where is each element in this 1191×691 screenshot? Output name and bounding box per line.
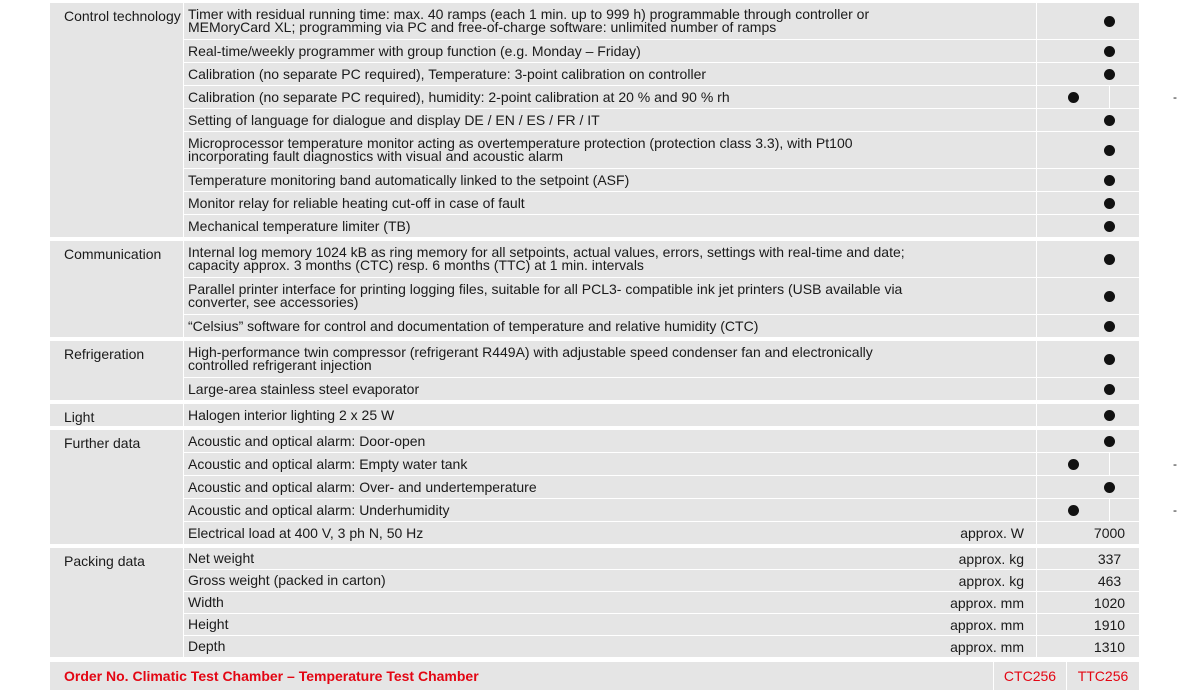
spec-sections	[50, 3, 1177, 657]
spec-description: Acoustic and optical alarm: Underhumidity	[183, 499, 909, 521]
spec-description: Height	[183, 614, 909, 635]
spec-unit	[909, 192, 1036, 214]
spec-description: Acoustic and optical alarm: Over- and undertemperature	[183, 476, 909, 498]
spec-unit: approx. kg	[958, 572, 1024, 589]
included-dot-icon	[1104, 254, 1115, 265]
spec-description: Large-area stainless steel evaporator	[183, 378, 909, 400]
section-category: Further data	[64, 435, 141, 451]
spec-row	[183, 278, 1182, 315]
spec-value	[1036, 430, 1182, 452]
spec-row	[183, 169, 1182, 192]
spec-value	[1036, 3, 1182, 39]
value-ttc: -	[1109, 86, 1181, 108]
spec-unit	[909, 3, 1036, 39]
spec-unit: approx. mm	[950, 594, 1024, 611]
spec-unit	[909, 430, 1036, 452]
spec-row	[183, 404, 1182, 426]
included-dot-icon	[1104, 16, 1115, 27]
spec-value: 7000	[1036, 522, 1182, 544]
spec-description: Timer with residual running time: max. 40 ramps (each 1 min. up to 999 h) programmable through controller or MEMoryCard XL; programming via PC and free-of-charge software: unlimited number of ramps	[183, 3, 909, 39]
spec-unit	[909, 109, 1036, 131]
value-ctc	[1037, 86, 1109, 108]
spec-description: Calibration (no separate PC required), humidity: 2-point calibration at 20 % and 90 % rh	[183, 86, 909, 108]
spec-unit	[909, 132, 1036, 168]
included-dot-icon	[1104, 291, 1115, 302]
spec-description: Microprocessor temperature monitor acting as overtemperature protection (protection class 3.3), with Pt100 incorporating fault diagnostics with visual and acoustic alarm	[183, 132, 909, 168]
spec-unit	[909, 63, 1036, 85]
spec-row	[183, 548, 1182, 570]
spec-unit	[909, 404, 1036, 426]
spec-value: 337	[1036, 548, 1182, 569]
spec-row	[183, 614, 1182, 636]
spec-unit	[909, 476, 1036, 498]
spec-value: 1310	[1036, 636, 1182, 657]
spec-unit: approx. kg	[958, 550, 1024, 567]
included-dot-icon	[1104, 221, 1115, 232]
spec-value: 463	[1036, 570, 1182, 591]
spec-value	[1036, 40, 1182, 62]
spec-row	[183, 63, 1182, 86]
value-ttc: -	[1109, 499, 1181, 521]
spec-value	[1036, 241, 1182, 277]
spec-description: Setting of language for dialogue and display DE / EN / ES / FR / IT	[183, 109, 909, 131]
spec-description: “Celsius” software for control and documentation of temperature and relative humidity (CTC)	[183, 315, 909, 337]
spec-row	[183, 378, 1182, 400]
spec-value	[1036, 453, 1182, 475]
spec-description: Gross weight (packed in carton)	[183, 570, 909, 591]
value-ctc	[1037, 499, 1109, 521]
spec-row	[183, 3, 1182, 40]
spec-description: High-performance twin compressor (refrigerant R449A) with adjustable speed condenser fan and electronically controlled refrigerant injection	[183, 341, 909, 377]
spec-description: Electrical load at 400 V, 3 ph N, 50 Hz	[183, 522, 909, 544]
spec-row	[183, 430, 1182, 453]
spec-section	[50, 430, 1177, 544]
order-label: Order No. Climatic Test Chamber – Temperature Test Chamber	[64, 668, 479, 684]
included-dot-icon	[1104, 354, 1115, 365]
included-dot-icon	[1104, 175, 1115, 186]
spec-value	[1036, 215, 1182, 237]
spec-value	[1036, 315, 1182, 337]
spec-description: Internal log memory 1024 kB as ring memory for all setpoints, actual values, errors, settings with real-time and date; capacity approx. 3 months (CTC) resp. 6 months (TTC) at 1 min. intervals	[183, 241, 909, 277]
spec-value: 1910	[1036, 614, 1182, 635]
included-dot-icon	[1104, 145, 1115, 156]
spec-section	[50, 548, 1139, 657]
spec-description: Depth	[183, 636, 909, 657]
spec-value	[1036, 109, 1182, 131]
spec-value	[1036, 278, 1182, 314]
included-dot-icon	[1104, 482, 1115, 493]
spec-value	[1036, 499, 1182, 521]
spec-value	[1036, 476, 1182, 498]
spec-unit	[909, 40, 1036, 62]
spec-unit: approx. mm	[950, 638, 1024, 655]
spec-description: Width	[183, 592, 909, 613]
included-dot-icon	[1104, 115, 1115, 126]
included-dot-icon	[1104, 69, 1115, 80]
spec-description: Acoustic and optical alarm: Empty water tank	[183, 453, 909, 475]
spec-row	[183, 522, 1182, 544]
spec-description: Halogen interior lighting 2 x 25 W	[183, 404, 909, 426]
spec-section	[50, 404, 1139, 426]
spec-unit	[909, 278, 1036, 314]
spec-row	[183, 570, 1182, 592]
spec-row	[183, 341, 1182, 378]
spec-row	[183, 315, 1182, 337]
included-dot-icon	[1068, 92, 1079, 103]
included-dot-icon	[1104, 46, 1115, 57]
included-dot-icon	[1104, 321, 1115, 332]
spec-unit: approx. mm	[950, 616, 1024, 633]
spec-value: 1020	[1036, 592, 1182, 613]
spec-unit	[909, 453, 1036, 475]
spec-section	[50, 341, 1139, 400]
spec-unit	[909, 378, 1036, 400]
spec-description: Temperature monitoring band automatically linked to the setpoint (ASF)	[183, 169, 909, 191]
spec-row	[183, 40, 1182, 63]
spec-unit	[909, 341, 1036, 377]
spec-section	[50, 3, 1177, 237]
spec-description: Real-time/weekly programmer with group function (e.g. Monday – Friday)	[183, 40, 909, 62]
spec-row	[183, 499, 1182, 522]
order-row	[50, 662, 1139, 690]
spec-value	[1036, 132, 1182, 168]
spec-description: Monitor relay for reliable heating cut-off in case of fault	[183, 192, 909, 214]
spec-row	[183, 592, 1182, 614]
spec-sheet	[50, 3, 1177, 690]
spec-value	[1036, 341, 1182, 377]
spec-description: Mechanical temperature limiter (TB)	[183, 215, 909, 237]
spec-value	[1036, 63, 1182, 85]
spec-section	[50, 241, 1139, 337]
spec-description: Calibration (no separate PC required), Temperature: 3-point calibration on controller	[183, 63, 909, 85]
spec-value	[1036, 86, 1182, 108]
spec-unit	[909, 315, 1036, 337]
spec-value	[1036, 404, 1182, 426]
spec-row	[183, 636, 1182, 657]
value-ttc: -	[1109, 453, 1181, 475]
spec-unit: approx. W	[960, 525, 1024, 541]
spec-row	[183, 86, 1182, 109]
spec-row	[183, 132, 1182, 169]
spec-row	[183, 109, 1182, 132]
included-dot-icon	[1104, 410, 1115, 421]
spec-unit	[909, 169, 1036, 191]
spec-row	[183, 215, 1182, 237]
order-model-ttc: TTC256	[1066, 662, 1139, 690]
spec-unit	[909, 499, 1036, 521]
spec-value	[1036, 169, 1182, 191]
included-dot-icon	[1068, 505, 1079, 516]
spec-row	[183, 453, 1182, 476]
spec-description: Parallel printer interface for printing logging files, suitable for all PCL3- compatible ink jet printers (USB available via converter, see accessories)	[183, 278, 909, 314]
section-category: Refrigeration	[64, 346, 145, 362]
spec-value	[1036, 378, 1182, 400]
spec-unit	[909, 241, 1036, 277]
included-dot-icon	[1068, 459, 1079, 470]
spec-row	[183, 476, 1182, 499]
order-model-ctc: CTC256	[1003, 668, 1057, 684]
section-category: Light	[64, 409, 95, 425]
included-dot-icon	[1104, 198, 1115, 209]
section-category: Packing data	[64, 553, 145, 569]
spec-value	[1036, 192, 1182, 214]
spec-unit	[909, 215, 1036, 237]
included-dot-icon	[1104, 436, 1115, 447]
section-category: Communication	[64, 246, 162, 262]
spec-description: Net weight	[183, 548, 909, 569]
spec-row	[183, 192, 1182, 215]
spec-row	[183, 241, 1182, 278]
spec-description: Acoustic and optical alarm: Door-open	[183, 430, 909, 452]
included-dot-icon	[1104, 384, 1115, 395]
order-model-columns	[993, 662, 1139, 690]
spec-unit	[909, 86, 1036, 108]
value-ctc	[1037, 453, 1109, 475]
section-category: Control technology	[64, 8, 181, 24]
